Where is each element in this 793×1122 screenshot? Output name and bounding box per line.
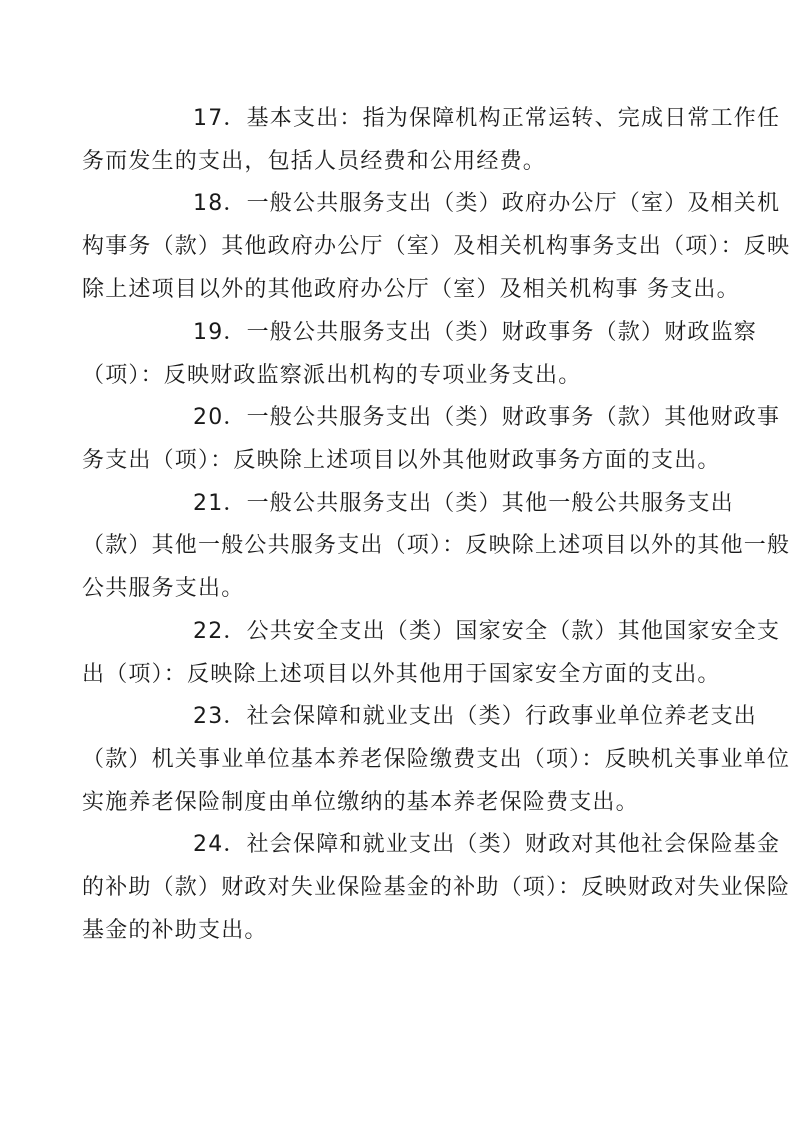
paragraph-21-line-3: 公共服务支出。 bbox=[82, 576, 245, 601]
paragraph-21-line-2: （款）其他一般公共服务支出（项）：反映除上述项目以外的其他一般 bbox=[82, 533, 791, 558]
paragraph-24-line-1: 24．社会保障和就业支出（类）财政对其他社会保险基金 bbox=[193, 832, 781, 857]
paragraph-24-line-2: 的补助（款）财政对失业保险基金的补助（项）：反映财政对失业保险 bbox=[82, 875, 791, 900]
paragraph-22-line-1: 22．公共安全支出（类）国家安全（款）其他国家安全支 bbox=[193, 619, 781, 644]
paragraph-18-line-3: 除上述项目以外的其他政府办公厅（室）及相关机构事 务支出。 bbox=[82, 277, 740, 302]
paragraph-24-line-3: 基金的补助支出。 bbox=[82, 918, 268, 943]
paragraph-18-line-1: 18．一般公共服务支出（类）政府办公厅（室）及相关机 bbox=[193, 191, 781, 216]
paragraph-20-line-1: 20．一般公共服务支出（类）财政事务（款）其他财政事 bbox=[193, 405, 781, 430]
paragraph-17-line-2: 务而发生的支出，包括人员经费和公用经费。 bbox=[82, 149, 547, 174]
paragraph-23-line-3: 实施养老保险制度由单位缴纳的基本养老保险费支出。 bbox=[82, 790, 639, 815]
paragraph-17-line-1: 17．基本支出：指为保障机构正常运转、完成日常工作任 bbox=[193, 106, 781, 131]
paragraph-21-line-1: 21．一般公共服务支出（类）其他一般公共服务支出 bbox=[193, 491, 734, 516]
paragraph-18-line-2: 构事务（款）其他政府办公厅（室）及相关机构事务支出（项）：反映 bbox=[82, 234, 791, 259]
paragraph-23-line-2: （款）机关事业单位基本养老保险缴费支出（项）：反映机关事业单位 bbox=[82, 747, 791, 772]
paragraph-22-line-2: 出（项）：反映除上述项目以外其他用于国家安全方面的支出。 bbox=[82, 662, 721, 687]
paragraph-23-line-1: 23．社会保障和就业支出（类）行政事业单位养老支出 bbox=[193, 704, 757, 729]
paragraph-19-line-2: （项）：反映财政监察派出机构的专项业务支出。 bbox=[82, 363, 582, 388]
paragraph-19-line-1: 19．一般公共服务支出（类）财政事务（款）财政监察 bbox=[193, 320, 757, 345]
paragraph-20-line-2: 务支出（项）：反映除上述项目以外其他财政事务方面的支出。 bbox=[82, 448, 721, 473]
